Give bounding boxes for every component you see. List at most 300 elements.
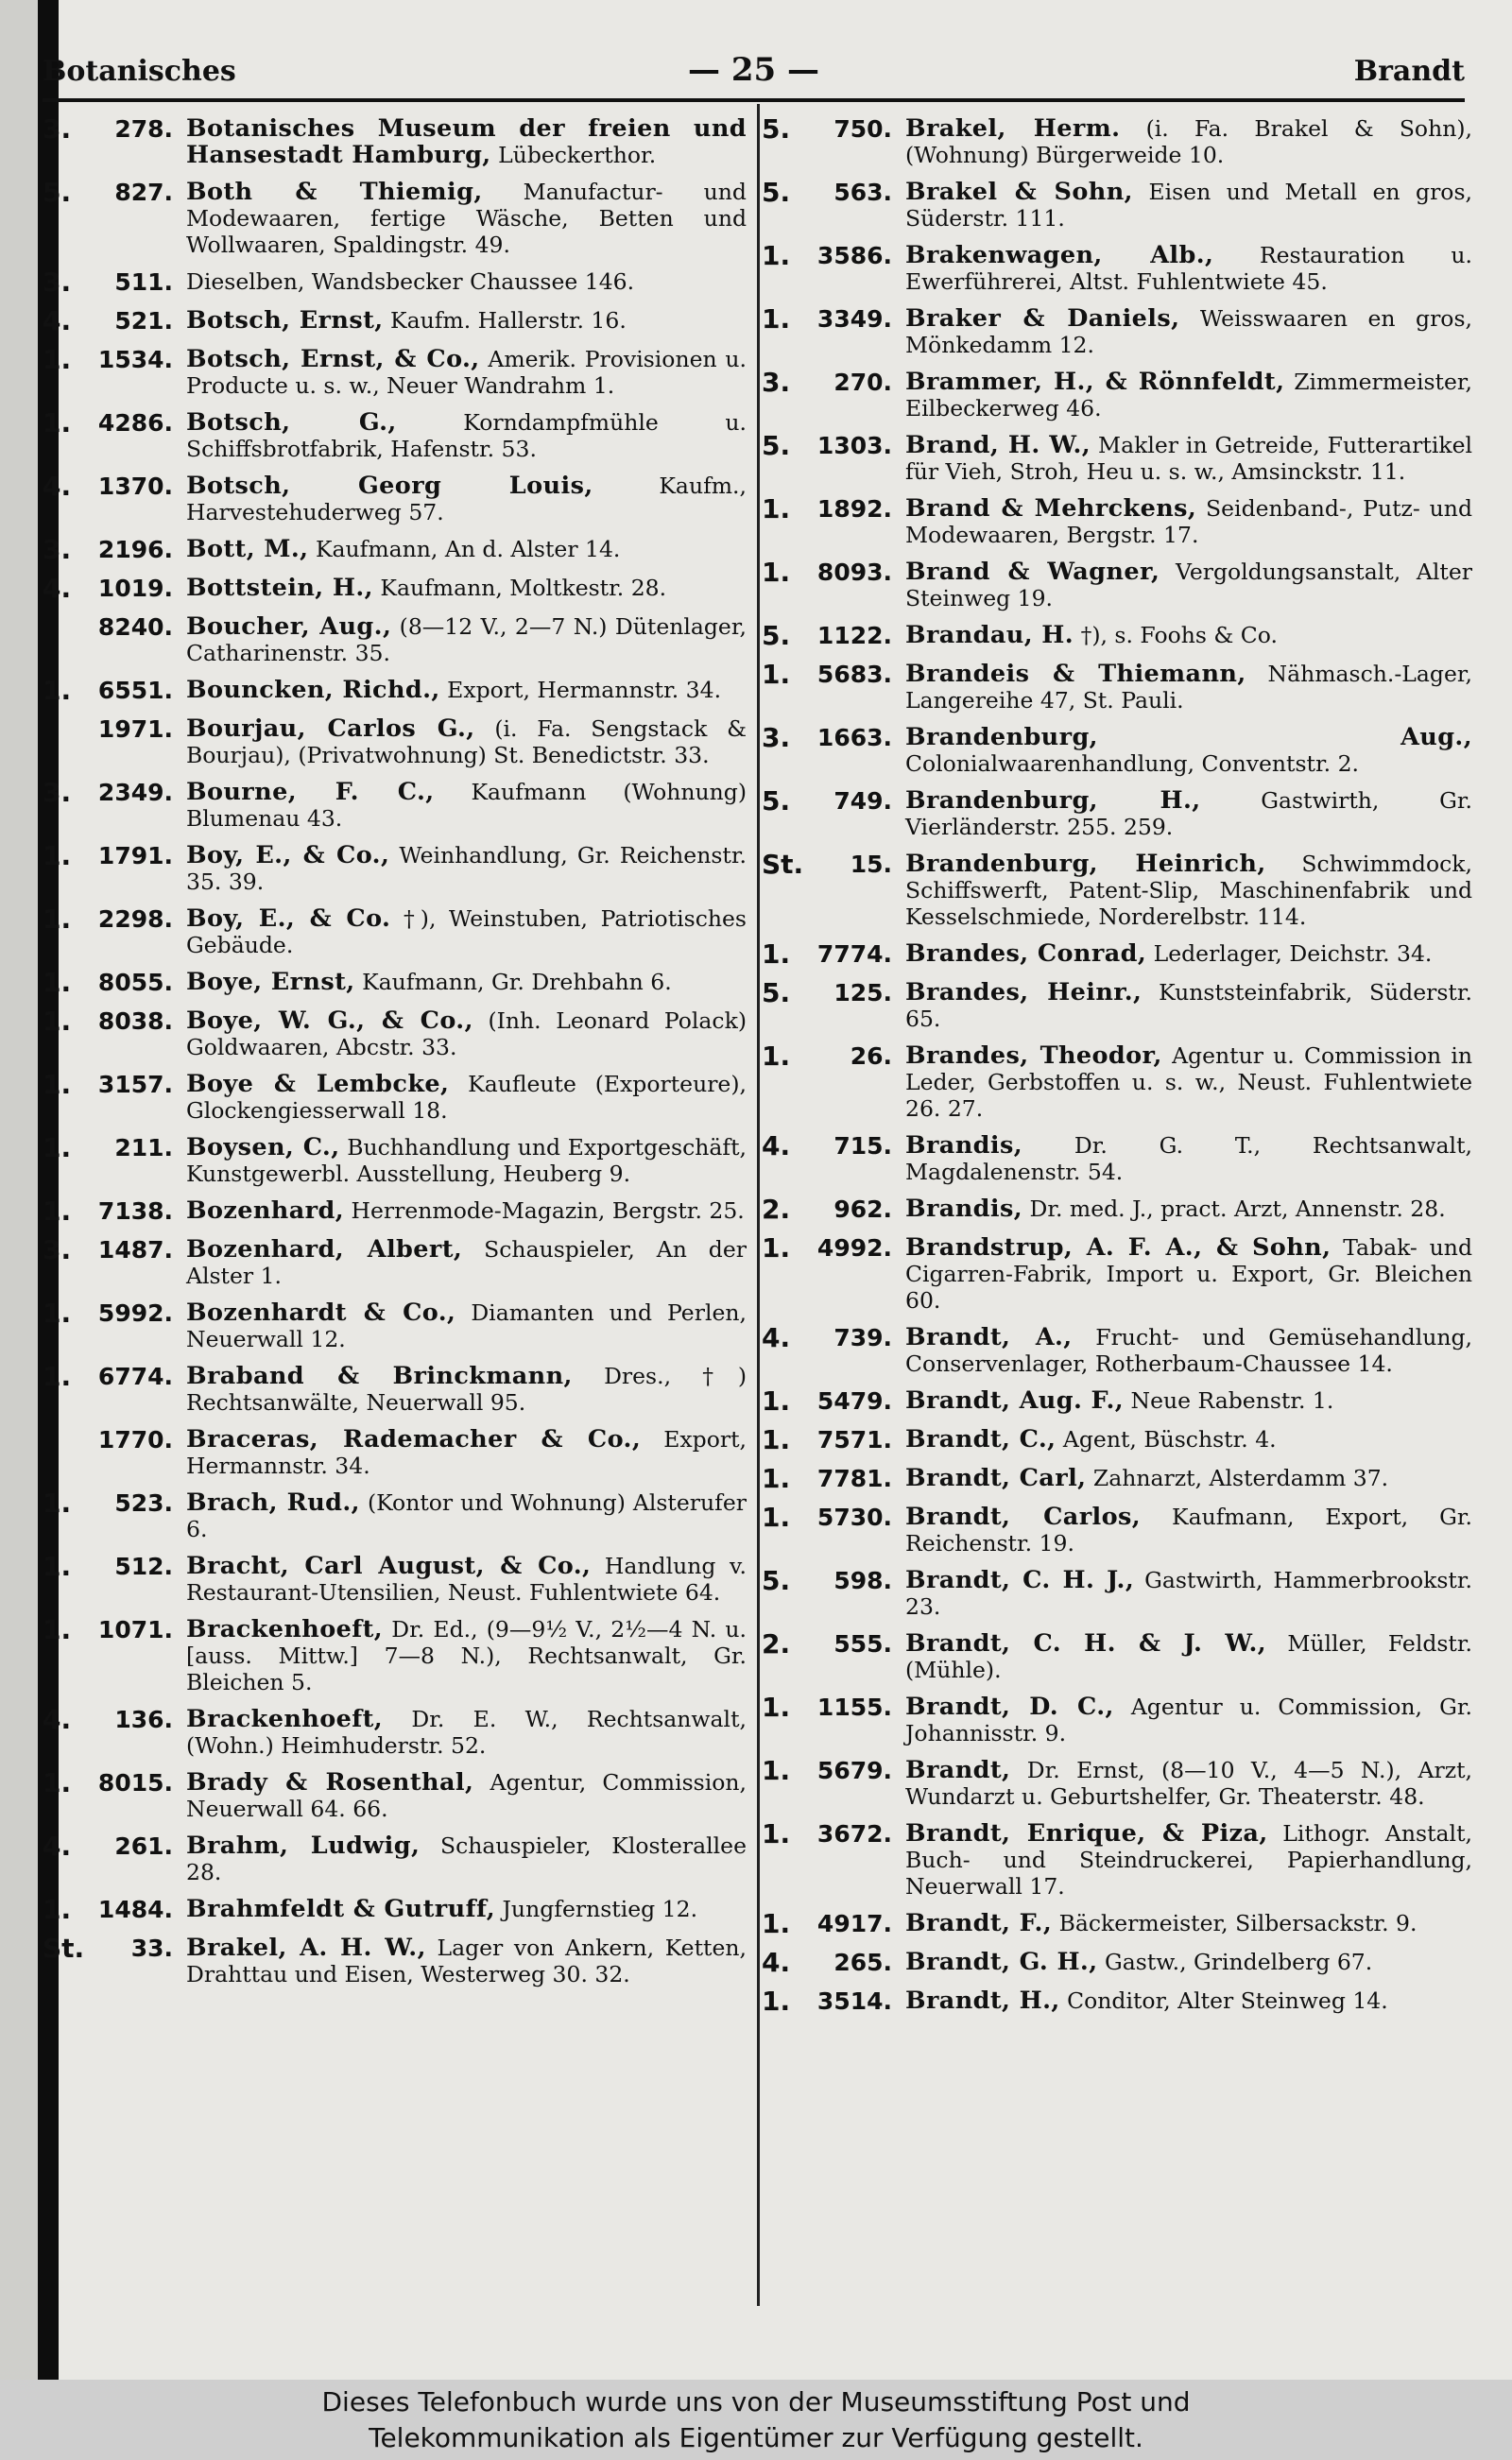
- subscriber-name: Braceras, Rademacher & Co.,: [186, 1425, 642, 1454]
- phone-number: 136.: [114, 1706, 173, 1733]
- subscriber-name: Boye & Lembcke,: [186, 1070, 450, 1098]
- subscriber-details: Dres., †) Rechtsanwälte, Neuerwall 95.: [186, 1363, 747, 1416]
- subscriber-details: Lager von Ankern, Ketten, Drahttau und Eisen, Westerweg 30. 32.: [186, 1935, 747, 1987]
- subscriber-details: Buchhandlung und Exportgeschäft, Kunstgewerbl. Ausstellung, Heuberg 9.: [186, 1134, 747, 1187]
- entry-text: [186, 842, 747, 895]
- entry-text: [186, 613, 747, 666]
- entry-text: [186, 346, 747, 399]
- entry-text: [186, 1071, 747, 1124]
- phone-number: 2349.: [97, 779, 173, 806]
- phone-number: 7774.: [816, 940, 892, 968]
- directory-entry: [762, 622, 1472, 650]
- exchange-code: 1.: [43, 840, 72, 871]
- subscriber-name: Brandes, Conrad,: [905, 939, 1147, 968]
- entry-text: [186, 1896, 747, 1924]
- exchange-code: 1.: [762, 1502, 791, 1533]
- exchange-code: 1.: [762, 1818, 791, 1849]
- subscriber-details: Müller, Feldstr. (Mühle).: [905, 1630, 1473, 1683]
- exchange-code: [43, 1426, 80, 1479]
- directory-entry: [43, 115, 747, 168]
- directory-entry: [43, 1489, 747, 1542]
- subscriber-details: Korndampfmühle u. Schiffsbrotfabrik, Hafenstr. 53.: [186, 409, 747, 462]
- subscriber-name: Bourjau, Carlos G.,: [186, 714, 475, 743]
- exchange-code: 5.: [762, 1565, 791, 1596]
- exchange-code: 4.: [43, 573, 72, 604]
- header-right-keyword: Brandt: [1353, 55, 1465, 88]
- exchange-code: 4.: [43, 1704, 72, 1735]
- directory-entry: [762, 940, 1472, 969]
- directory-entry: [762, 369, 1472, 421]
- phone-number: 6774.: [97, 1363, 173, 1390]
- subscriber-name: Brandt, A.,: [905, 1323, 1073, 1351]
- exchange-code: 5.: [762, 177, 791, 208]
- directory-entry: [43, 1616, 747, 1695]
- exchange-code: 1.: [43, 1614, 72, 1645]
- footer-line-2: Telekommunikation als Eigentümer zur Verfügung gestellt.: [369, 2422, 1143, 2453]
- directory-entry: [762, 979, 1472, 1032]
- subscriber-details: Agent, Büschstr. 4.: [1062, 1426, 1277, 1453]
- directory-entry: [43, 307, 747, 335]
- entry-text: [186, 677, 747, 705]
- phone-number: 962.: [833, 1196, 892, 1223]
- subscriber-name: Brandenburg, H.,: [905, 786, 1201, 815]
- subscriber-details: Handlung v. Restaurant-Utensilien, Neust. Fuhlentwiete 64.: [186, 1553, 747, 1606]
- directory-entry: [762, 1910, 1472, 1938]
- phone-number: 512.: [114, 1553, 173, 1580]
- exchange-code: 1.: [43, 1196, 72, 1227]
- subscriber-details: Dr. E. W., Rechtsanwalt, (Wohn.) Heimhuderstr. 52.: [186, 1706, 747, 1759]
- subscriber-details: Vergoldungsanstalt, Alter Steinweg 19.: [905, 559, 1472, 611]
- subscriber-details: Gastw., Grindelberg 67.: [1104, 1949, 1373, 1975]
- page-number: — 25 —: [688, 51, 819, 89]
- entry-text: [905, 1426, 1472, 1454]
- exchange-code: 1.: [762, 1385, 791, 1417]
- directory-entry: [762, 1757, 1472, 1810]
- subscriber-name: Brammer, H., & Rönnfeldt,: [905, 368, 1285, 396]
- exchange-code: 1.: [43, 967, 72, 998]
- entry-text: [905, 1630, 1472, 1683]
- subscriber-details: Weinhandlung, Gr. Reichenstr. 35. 39.: [186, 842, 747, 895]
- directory-entry: [43, 1426, 747, 1479]
- entry-text: [905, 179, 1472, 232]
- phone-number: 261.: [114, 1832, 173, 1860]
- directory-entry: [43, 1769, 747, 1822]
- entry-text: [905, 1910, 1472, 1938]
- entry-text: [186, 268, 747, 297]
- exchange-code: 3.: [762, 367, 791, 398]
- subscriber-details: Agentur u. Commission, Gr. Johannisstr. 9.: [905, 1694, 1472, 1746]
- subscriber-name: Brandt, Carl,: [905, 1464, 1087, 1492]
- phone-number: 827.: [114, 179, 173, 206]
- entry-text: [186, 1616, 747, 1695]
- subscriber-name: Brandt, G. H.,: [905, 1948, 1098, 1976]
- header-rule: [43, 98, 1465, 102]
- subscriber-name: Bozenhard, Albert,: [186, 1235, 463, 1264]
- exchange-code: 1.: [762, 1424, 791, 1455]
- exchange-code: 4.: [762, 1322, 791, 1353]
- entry-text: [186, 1299, 747, 1352]
- subscriber-name: Braker & Daniels,: [905, 304, 1180, 333]
- exchange-code: 4.: [43, 1831, 72, 1862]
- entry-text: [186, 969, 747, 997]
- subscriber-name: Brakel, Herm.: [905, 114, 1121, 143]
- subscriber-name: Brandt, C. H. & J. W.,: [905, 1629, 1267, 1658]
- subscriber-details: Tabak- und Cigarren-Fabrik, Import u. Export, Gr. Bleichen 60.: [905, 1234, 1472, 1314]
- entry-text: [186, 1426, 747, 1479]
- exchange-code: 3.: [43, 1234, 72, 1265]
- subscriber-details: (8—12 V., 2—7 N.) Dütenlager, Catharinenstr. 35.: [186, 613, 747, 666]
- subscriber-name: Bouncken, Richd.,: [186, 676, 440, 704]
- subscriber-details: Zimmermeister, Eilbeckerweg 46.: [905, 369, 1472, 421]
- directory-entry: [43, 1007, 747, 1060]
- phone-number: 4917.: [816, 1910, 892, 1937]
- entry-text: [905, 661, 1472, 714]
- directory-entry: [762, 1387, 1472, 1416]
- subscriber-details: Jungfernstieg 12.: [502, 1896, 698, 1922]
- entry-text: [186, 1363, 747, 1416]
- subscriber-details: Colonialwaarenhandlung, Conventstr. 2.: [905, 750, 1360, 777]
- subscriber-details: Gastwirth, Gr. Vierländerstr. 255. 259.: [905, 787, 1472, 840]
- entry-text: [186, 575, 747, 603]
- directory-entry: [43, 1935, 747, 1987]
- page-edge: [0, 0, 38, 2380]
- exchange-code: 1.: [762, 938, 791, 970]
- directory-entry: [43, 179, 747, 258]
- entry-text: [905, 979, 1472, 1032]
- exchange-code: 1.: [43, 1006, 72, 1037]
- subscriber-details: †), Weinstuben, Patriotisches Gebäude.: [186, 905, 747, 958]
- exchange-code: 3.: [43, 267, 72, 298]
- subscriber-details: Export, Hermannstr. 34.: [447, 677, 722, 703]
- phone-number: 749.: [833, 787, 892, 815]
- footer-note: [0, 2380, 1512, 2460]
- phone-number: 715.: [833, 1132, 892, 1160]
- subscriber-details: Agentur, Commission, Neuerwall 64. 66.: [186, 1769, 747, 1822]
- entry-text: [905, 1324, 1472, 1377]
- subscriber-details: Kaufm. Hallerstr. 16.: [390, 307, 627, 334]
- phone-number: 8055.: [97, 969, 173, 996]
- footer-line-1: Dieses Telefonbuch wurde uns von der Museumsstiftung Post und: [321, 2386, 1191, 2417]
- directory-entry: [762, 1324, 1472, 1377]
- phone-number: 3586.: [816, 242, 892, 269]
- directory-entry: [43, 779, 747, 832]
- exchange-code: 5.: [762, 977, 791, 1008]
- subscriber-details: Manufactur- und Modewaaren, fertige Wäsche, Betten und Wollwaaren, Spaldingstr. 49.: [186, 179, 747, 258]
- exchange-code: 2.: [762, 1628, 791, 1660]
- directory-entry: [762, 495, 1472, 548]
- entry-text: [905, 1387, 1472, 1416]
- exchange-code: 1.: [762, 557, 791, 588]
- phone-number: 1892.: [816, 495, 892, 523]
- subscriber-name: Boy, E., & Co.: [186, 904, 391, 933]
- exchange-code: 1.: [762, 1908, 791, 1939]
- phone-number: 3672.: [816, 1820, 892, 1848]
- phone-number: 8038.: [97, 1007, 173, 1035]
- phone-number: 265.: [833, 1949, 892, 1976]
- subscriber-name: Brandt, C. H. J.,: [905, 1566, 1135, 1594]
- subscriber-name: Botanisches Museum der freien und Hansestadt Hamburg,: [186, 114, 747, 169]
- phone-number: 563.: [833, 179, 892, 206]
- directory-entry: [762, 851, 1472, 930]
- phone-number: 5992.: [97, 1299, 173, 1327]
- exchange-code: St.: [43, 1933, 85, 1964]
- entry-text: [186, 1769, 747, 1822]
- phone-number: 7781.: [816, 1465, 892, 1492]
- entry-text: [186, 179, 747, 258]
- exchange-code: 1.: [43, 344, 72, 375]
- entry-text: [905, 1694, 1472, 1746]
- directory-entry: [43, 1197, 747, 1226]
- subscriber-name: Brandt, D. C.,: [905, 1693, 1114, 1721]
- phone-number: 3514.: [816, 1987, 892, 2015]
- directory-entry: [762, 179, 1472, 232]
- entry-text: [905, 305, 1472, 358]
- directory-entry: [43, 969, 747, 997]
- subscriber-name: Brandau, H.: [905, 621, 1074, 649]
- subscriber-name: Bourne, F. C.,: [186, 778, 435, 806]
- exchange-code: 1.: [762, 493, 791, 525]
- directory-entry: [43, 1896, 747, 1924]
- phone-number: 6551.: [97, 677, 173, 704]
- phone-number: 7571.: [816, 1426, 892, 1454]
- phone-number: 739.: [833, 1324, 892, 1351]
- left-column: [43, 115, 747, 1998]
- exchange-code: 1.: [43, 1132, 72, 1163]
- subscriber-details: Restauration u. Ewerführerei, Altst. Fuhlentwiete 45.: [905, 242, 1472, 295]
- phone-number: 5679.: [816, 1757, 892, 1784]
- phone-number: 1370.: [97, 473, 173, 500]
- phone-number: 7138.: [97, 1197, 173, 1225]
- phone-number: 2298.: [97, 905, 173, 933]
- phone-number: 15.: [850, 851, 892, 878]
- directory-entry: [762, 1820, 1472, 1900]
- subscriber-name: Brand & Mehrckens,: [905, 494, 1197, 523]
- subscriber-details: Gastwirth, Hammerbrookstr. 23.: [905, 1567, 1472, 1620]
- subscriber-details: Neue Rabenstr. 1.: [1130, 1387, 1334, 1414]
- exchange-code: 4.: [43, 471, 72, 502]
- directory-entry: [762, 432, 1472, 485]
- exchange-code: 1.: [762, 1755, 791, 1786]
- directory-entry: [762, 1504, 1472, 1557]
- entry-text: [186, 1134, 747, 1187]
- directory-entry: [762, 1694, 1472, 1746]
- entry-text: [905, 724, 1472, 777]
- exchange-code: 1.: [43, 407, 72, 439]
- directory-entry: [762, 1196, 1472, 1224]
- directory-entry: [43, 346, 747, 399]
- entry-text: [905, 115, 1472, 168]
- directory-entry: [762, 1042, 1472, 1122]
- phone-number: 5479.: [816, 1387, 892, 1415]
- entry-text: [905, 940, 1472, 969]
- exchange-code: 4.: [43, 305, 72, 336]
- subscriber-name: Brandt, Enrique, & Piza,: [905, 1819, 1268, 1848]
- subscriber-name: Brandt, H.,: [905, 1987, 1060, 2015]
- directory-entry: [762, 661, 1472, 714]
- entry-text: [905, 787, 1472, 840]
- subscriber-details: Diamanten und Perlen, Neuerwall 12.: [186, 1299, 747, 1352]
- subscriber-details: (Inh. Leonard Polack) Goldwaaren, Abcstr. 33.: [186, 1007, 747, 1060]
- subscriber-name: Bott, M.,: [186, 535, 309, 563]
- subscriber-name: Bottstein, H.,: [186, 574, 373, 602]
- exchange-code: 1.: [43, 1069, 72, 1100]
- directory-entry: [43, 1236, 747, 1289]
- subscriber-name: Brandeis & Thiemann,: [905, 660, 1246, 688]
- exchange-code: 1.: [762, 1692, 791, 1723]
- subscriber-details: †), s. Foohs & Co.: [1080, 622, 1278, 648]
- subscriber-name: Brandis,: [905, 1131, 1023, 1160]
- subscriber-details: Kaufm., Harvestehuderweg 57.: [186, 473, 747, 525]
- entry-text: [186, 1553, 747, 1606]
- subscriber-name: Brady & Rosenthal,: [186, 1768, 474, 1797]
- entry-text: [186, 1236, 747, 1289]
- exchange-code: 2.: [762, 1194, 791, 1225]
- subscriber-details: (i. Fa. Brakel & Sohn), (Wohnung) Bürgerweide 10.: [905, 115, 1472, 168]
- exchange-code: 3.: [762, 722, 791, 753]
- phone-number: 5730.: [816, 1504, 892, 1531]
- subscriber-details: Lübeckerthor.: [498, 142, 657, 168]
- subscriber-details: Dr. med. J., pract. Arzt, Annenstr. 28.: [1029, 1196, 1446, 1222]
- entry-text: [186, 1706, 747, 1759]
- subscriber-details: Kunststeinfabrik, Süderstr. 65.: [905, 979, 1472, 1032]
- phone-number: 1303.: [816, 432, 892, 459]
- phone-number: 2196.: [97, 536, 173, 563]
- phone-number: 1487.: [97, 1236, 173, 1264]
- exchange-code: 1.: [762, 1463, 791, 1494]
- directory-entry: [43, 1553, 747, 1606]
- exchange-code: 1.: [43, 1298, 72, 1329]
- subscriber-name: Boye, Ernst,: [186, 968, 355, 996]
- entry-text: [905, 495, 1472, 548]
- entry-text: [186, 715, 747, 768]
- directory-entry: [43, 613, 747, 666]
- directory-entry: [762, 1630, 1472, 1683]
- entry-text: [905, 559, 1472, 611]
- entry-text: [905, 1949, 1472, 1977]
- entry-text: [905, 1987, 1472, 2016]
- subscriber-name: Brakenwagen, Alb.,: [905, 241, 1214, 269]
- subscriber-details: Lithogr. Anstalt, Buch- und Steindruckerei, Papierhandlung, Neuerwall 17.: [905, 1820, 1472, 1900]
- subscriber-details: Lederlager, Deichstr. 34.: [1153, 940, 1433, 967]
- subscriber-name: Brand, H. W.,: [905, 431, 1091, 459]
- exchange-code: 4.: [762, 1947, 791, 1978]
- subscriber-name: Boye, W. G., & Co.,: [186, 1006, 473, 1035]
- subscriber-details: Kaufmann (Wohnung) Blumenau 43.: [186, 779, 747, 832]
- entry-text: [905, 242, 1472, 295]
- exchange-code: 5.: [43, 177, 72, 208]
- entry-text: [905, 1196, 1472, 1224]
- subscriber-name: Brandt,: [905, 1756, 1011, 1784]
- subscriber-name: Brandt, Carlos,: [905, 1503, 1142, 1531]
- directory-entry: [762, 559, 1472, 611]
- entry-text: [905, 1567, 1472, 1620]
- exchange-code: 3.: [43, 534, 72, 565]
- subscriber-name: Botsch, Ernst, & Co.,: [186, 345, 480, 373]
- directory-entry: [43, 1706, 747, 1759]
- phone-number: 8015.: [97, 1769, 173, 1797]
- subscriber-details: Dr. Ed., (9—9½ V., 2½—4 N. u. [auss. Mittw.] 7—8 N.), Rechtsanwalt, Gr. Bleichen 5.: [186, 1616, 747, 1695]
- entry-text: [905, 1504, 1472, 1557]
- exchange-code: [43, 613, 80, 666]
- entry-text: [186, 409, 747, 462]
- exchange-code: [43, 715, 80, 768]
- directory-entry: [762, 305, 1472, 358]
- subscriber-name: Brandt, Aug. F.,: [905, 1386, 1125, 1415]
- directory-entry: [762, 1465, 1472, 1493]
- exchange-code: 1.: [43, 903, 72, 935]
- entry-text: [186, 905, 747, 958]
- exchange-code: 3.: [43, 777, 72, 808]
- directory-entry: [762, 1426, 1472, 1454]
- subscriber-name: Brand & Wagner,: [905, 558, 1160, 586]
- subscriber-details: Kaufleute (Exporteure), Glockengiesserwall 18.: [186, 1071, 747, 1124]
- subscriber-name: Botsch, G.,: [186, 408, 397, 437]
- directory-entry: [762, 724, 1472, 777]
- subscriber-details: Conditor, Alter Steinweg 14.: [1067, 1987, 1388, 2014]
- phone-number: 1971.: [97, 715, 173, 743]
- subscriber-details: Kaufmann, Gr. Drehbahn 6.: [362, 969, 672, 995]
- phone-number: 1484.: [97, 1896, 173, 1923]
- subscriber-details: Herrenmode-Magazin, Bergstr. 25.: [351, 1197, 745, 1224]
- exchange-code: 5.: [762, 113, 791, 145]
- subscriber-name: Boucher, Aug.,: [186, 612, 392, 641]
- subscriber-details: Eisen und Metall en gros, Süderstr. 111.: [905, 179, 1472, 232]
- subscriber-details: Kaufmann, Moltkestr. 28.: [380, 575, 667, 601]
- phone-number: 598.: [833, 1567, 892, 1594]
- entry-text: [186, 1832, 747, 1885]
- exchange-code: 1.: [762, 1041, 791, 1072]
- directory-entry: [43, 409, 747, 462]
- phone-number: 523.: [114, 1489, 173, 1517]
- subscriber-name: Brackenhoeft,: [186, 1615, 384, 1643]
- directory-entry: [762, 1987, 1472, 2016]
- phone-number: 4992.: [816, 1234, 892, 1262]
- entry-text: [186, 1489, 747, 1542]
- header-left-keyword: Botanisches: [43, 55, 236, 88]
- entry-text: [905, 1757, 1472, 1810]
- entry-text: [905, 1465, 1472, 1493]
- subscriber-name: Brandes, Heinr.,: [905, 978, 1143, 1006]
- exchange-code: 1.: [43, 675, 72, 706]
- directory-entry: [43, 842, 747, 895]
- entry-text: [186, 1197, 747, 1226]
- phone-number: 278.: [114, 115, 173, 143]
- directory-entry: [43, 1134, 747, 1187]
- phone-number: 1019.: [97, 575, 173, 602]
- subscriber-details: Kaufmann, An d. Alster 14.: [315, 536, 621, 562]
- exchange-code: 1.: [762, 1232, 791, 1264]
- page-header: [43, 49, 1465, 96]
- phone-number: 125.: [833, 979, 892, 1006]
- exchange-code: 1.: [762, 1986, 791, 2017]
- subscriber-details: (i. Fa. Sengstack & Bourjau), (Privatwohnung) St. Benedictstr. 33.: [186, 715, 747, 768]
- subscriber-name: Brach, Rud.,: [186, 1488, 360, 1517]
- phone-number: 521.: [114, 307, 173, 335]
- phone-number: 26.: [850, 1042, 892, 1070]
- directory-entry: [43, 677, 747, 705]
- subscriber-name: Botsch, Ernst,: [186, 306, 384, 335]
- exchange-code: St.: [762, 849, 804, 880]
- phone-number: 4286.: [97, 409, 173, 437]
- exchange-code: 1.: [762, 659, 791, 690]
- entry-text: [186, 1935, 747, 1987]
- entry-text: [186, 307, 747, 335]
- entry-text: [905, 851, 1472, 930]
- exchange-code: 1.: [43, 1551, 72, 1582]
- subscriber-details: Agentur u. Commission in Leder, Gerbstoffen u. s. w., Neust. Fuhlentwiete 26. 27.: [905, 1042, 1472, 1122]
- subscriber-name: Brandis,: [905, 1195, 1023, 1223]
- subscriber-details: Nähmasch.-Lager, Langereihe 47, St. Pauli.: [905, 661, 1472, 714]
